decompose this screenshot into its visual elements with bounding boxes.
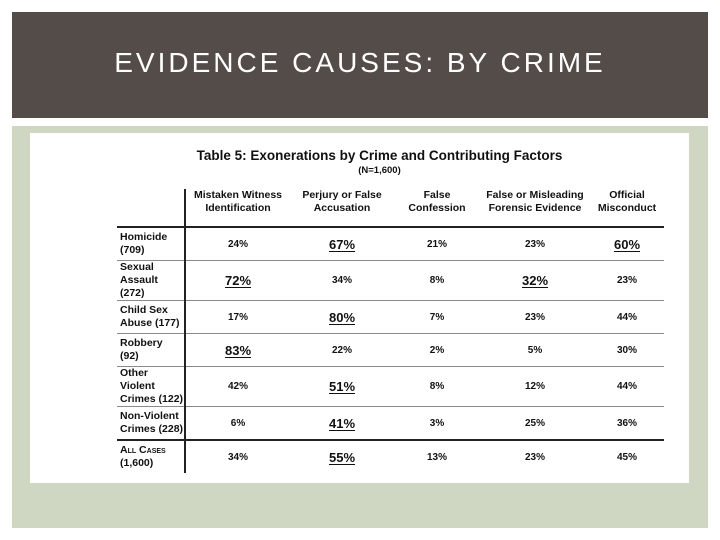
table-corner: [117, 189, 185, 227]
table-cell: 7%: [394, 301, 480, 334]
table-cell: 30%: [590, 334, 664, 367]
table-row: [117, 367, 664, 407]
column-header-line1: Mistaken Witness: [193, 189, 282, 201]
table-cell: 23%: [590, 261, 664, 301]
table-row: [117, 261, 664, 301]
column-header-line2: Identification: [205, 202, 271, 214]
row-header-line1: Child Sex: [120, 304, 168, 316]
table-cell: 23%: [480, 301, 590, 334]
row-header: [117, 301, 185, 334]
row-header-line2: Crimes (122): [120, 393, 184, 405]
slide-header: [12, 12, 708, 118]
table-cell: 55%: [290, 440, 394, 473]
table-cell: 44%: [590, 301, 664, 334]
table-cell: 23%: [480, 440, 590, 473]
table-row: [117, 407, 664, 441]
column-header-line1: Official: [609, 189, 645, 201]
column-header: [480, 189, 590, 227]
table-cell: 17%: [185, 301, 290, 334]
row-header-line1: Homicide: [120, 231, 168, 243]
table-subtitle: (N=1,600): [358, 165, 401, 176]
column-header: [185, 189, 290, 227]
table-cell: 45%: [590, 440, 664, 473]
row-header: [117, 227, 185, 261]
table-cell: 67%: [290, 227, 394, 261]
row-header-line2: Assault (272): [120, 274, 158, 299]
row-header-line1: All Cases: [120, 444, 166, 456]
row-header-line2: (1,600): [120, 457, 154, 469]
table-cell: 41%: [290, 407, 394, 441]
row-header-line1: Robbery: [120, 337, 163, 349]
table-row: [117, 440, 664, 473]
column-header-line1: False: [423, 189, 451, 201]
row-header-line2: (92): [120, 350, 139, 362]
row-header-line2: (709): [120, 244, 145, 256]
table-cell: 23%: [480, 227, 590, 261]
column-header: [590, 189, 664, 227]
column-header-line1: Perjury or False: [302, 189, 382, 201]
row-header: [117, 367, 185, 407]
row-header-line2: Crimes (228): [120, 423, 184, 435]
table-cell: 51%: [290, 367, 394, 407]
exonerations-table: [117, 189, 664, 473]
column-header: [394, 189, 480, 227]
table-header-row: [117, 189, 664, 227]
table-cell: 12%: [480, 367, 590, 407]
row-header: [117, 334, 185, 367]
table-cell: 2%: [394, 334, 480, 367]
column-header-line1: False or Misleading: [486, 189, 584, 201]
table-cell: 13%: [394, 440, 480, 473]
slide-title: EVIDENCE CAUSES: BY CRIME: [114, 47, 606, 78]
table-cell: 8%: [394, 367, 480, 407]
row-header-line1: Sexual: [120, 261, 154, 273]
table-cell: 6%: [185, 407, 290, 441]
table-cell: 5%: [480, 334, 590, 367]
table-cell: 25%: [480, 407, 590, 441]
table-cell: 83%: [185, 334, 290, 367]
column-header-line2: Misconduct: [597, 202, 657, 214]
table-cell: 36%: [590, 407, 664, 441]
table-figure: [30, 133, 689, 483]
table-title: Table 5: Exonerations by Crime and Contributing Factors: [196, 148, 563, 163]
table-cell: 3%: [394, 407, 480, 441]
table-row: [117, 334, 664, 367]
table-cell: 34%: [290, 261, 394, 301]
column-header-line2: Forensic Evidence: [488, 202, 582, 214]
column-header: [290, 189, 394, 227]
table-row: [117, 301, 664, 334]
table-cell: 8%: [394, 261, 480, 301]
table-body: [117, 227, 664, 473]
table-cell: 24%: [185, 227, 290, 261]
table-row: [117, 227, 664, 261]
row-header: [117, 440, 185, 473]
column-header-line2: Accusation: [313, 202, 371, 214]
column-header-line2: Confession: [408, 202, 466, 214]
table-cell: 32%: [480, 261, 590, 301]
row-header-line2: Abuse (177): [120, 317, 180, 329]
row-header: [117, 261, 185, 301]
table-cell: 72%: [185, 261, 290, 301]
row-header-line1: Other Violent: [120, 367, 155, 392]
row-header-line1: Non-Violent: [120, 410, 179, 422]
table-cell: 42%: [185, 367, 290, 407]
table-cell: 22%: [290, 334, 394, 367]
row-header: [117, 407, 185, 441]
table-cell: 34%: [185, 440, 290, 473]
table-cell: 44%: [590, 367, 664, 407]
table-cell: 21%: [394, 227, 480, 261]
table-cell: 80%: [290, 301, 394, 334]
table-cell: 60%: [590, 227, 664, 261]
